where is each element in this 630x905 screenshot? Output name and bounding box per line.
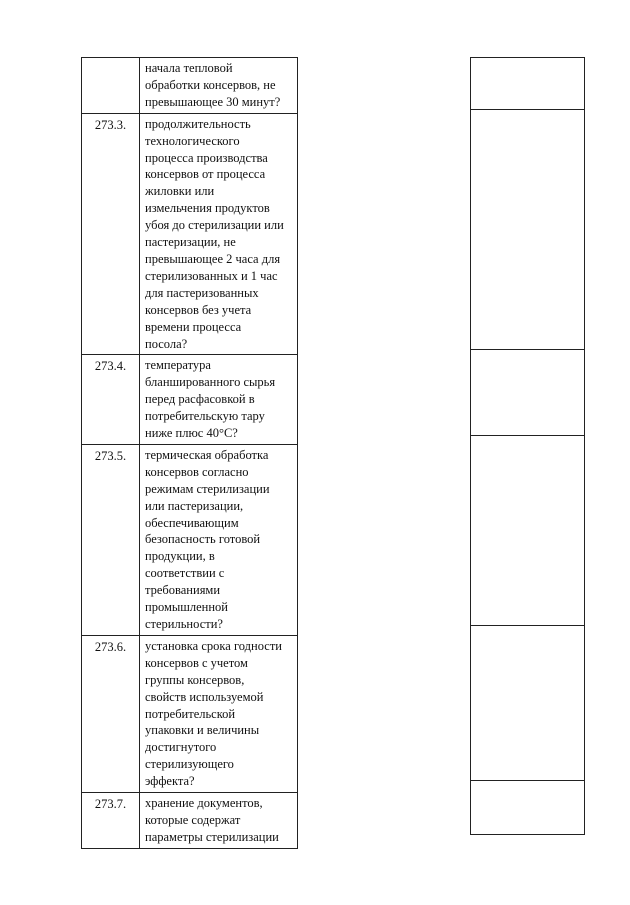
answer-cell <box>471 350 585 436</box>
table-row <box>82 635 298 792</box>
item-number <box>82 58 140 114</box>
item-question: температура бланшированного сырья перед расфасовкой в потребительскую тару ниже плюс 40°C? <box>140 355 298 445</box>
item-question: начала тепловой обработки консервов, не превышающее 30 минут? <box>140 58 298 114</box>
answer-cell <box>471 781 585 835</box>
answer-cell <box>471 436 585 626</box>
table-row <box>82 793 298 849</box>
item-number: 273.3. <box>82 113 140 355</box>
checklist-table <box>81 57 298 849</box>
answer-row <box>471 781 585 835</box>
item-question: термическая обработка консервов согласно режимам стерилизации или пастеризации, обеспечивающим безопасность готовой продукции, в соответствии с требованиями промышленной стерильности? <box>140 444 298 635</box>
item-question: установка срока годности консервов с учетом группы консервов, свойств используемой потребительской упаковки и величины достигнутого стерилизующего эффекта? <box>140 635 298 792</box>
table-row <box>82 355 298 445</box>
table-row <box>82 58 298 114</box>
answer-row <box>471 626 585 781</box>
answer-cell <box>471 626 585 781</box>
answer-row <box>471 58 585 110</box>
item-question: хранение документов, которые содержат параметры стерилизации <box>140 793 298 849</box>
answer-row <box>471 436 585 626</box>
item-number: 273.5. <box>82 444 140 635</box>
answer-column-table <box>470 57 585 835</box>
table-row <box>82 113 298 355</box>
item-question: продолжительность технологического процесса производства консервов от процесса жиловки или измельчения продуктов убоя до стерилизации или пастеризации, не превышающее 2 часа для стерилизованных и 1 час для пастеризованных консервов без учета времени процесса посола? <box>140 113 298 355</box>
answer-cell <box>471 58 585 110</box>
answer-row <box>471 350 585 436</box>
item-number: 273.4. <box>82 355 140 445</box>
item-number: 273.7. <box>82 793 140 849</box>
answer-row <box>471 110 585 350</box>
answer-cell <box>471 110 585 350</box>
item-number: 273.6. <box>82 635 140 792</box>
table-row <box>82 444 298 635</box>
